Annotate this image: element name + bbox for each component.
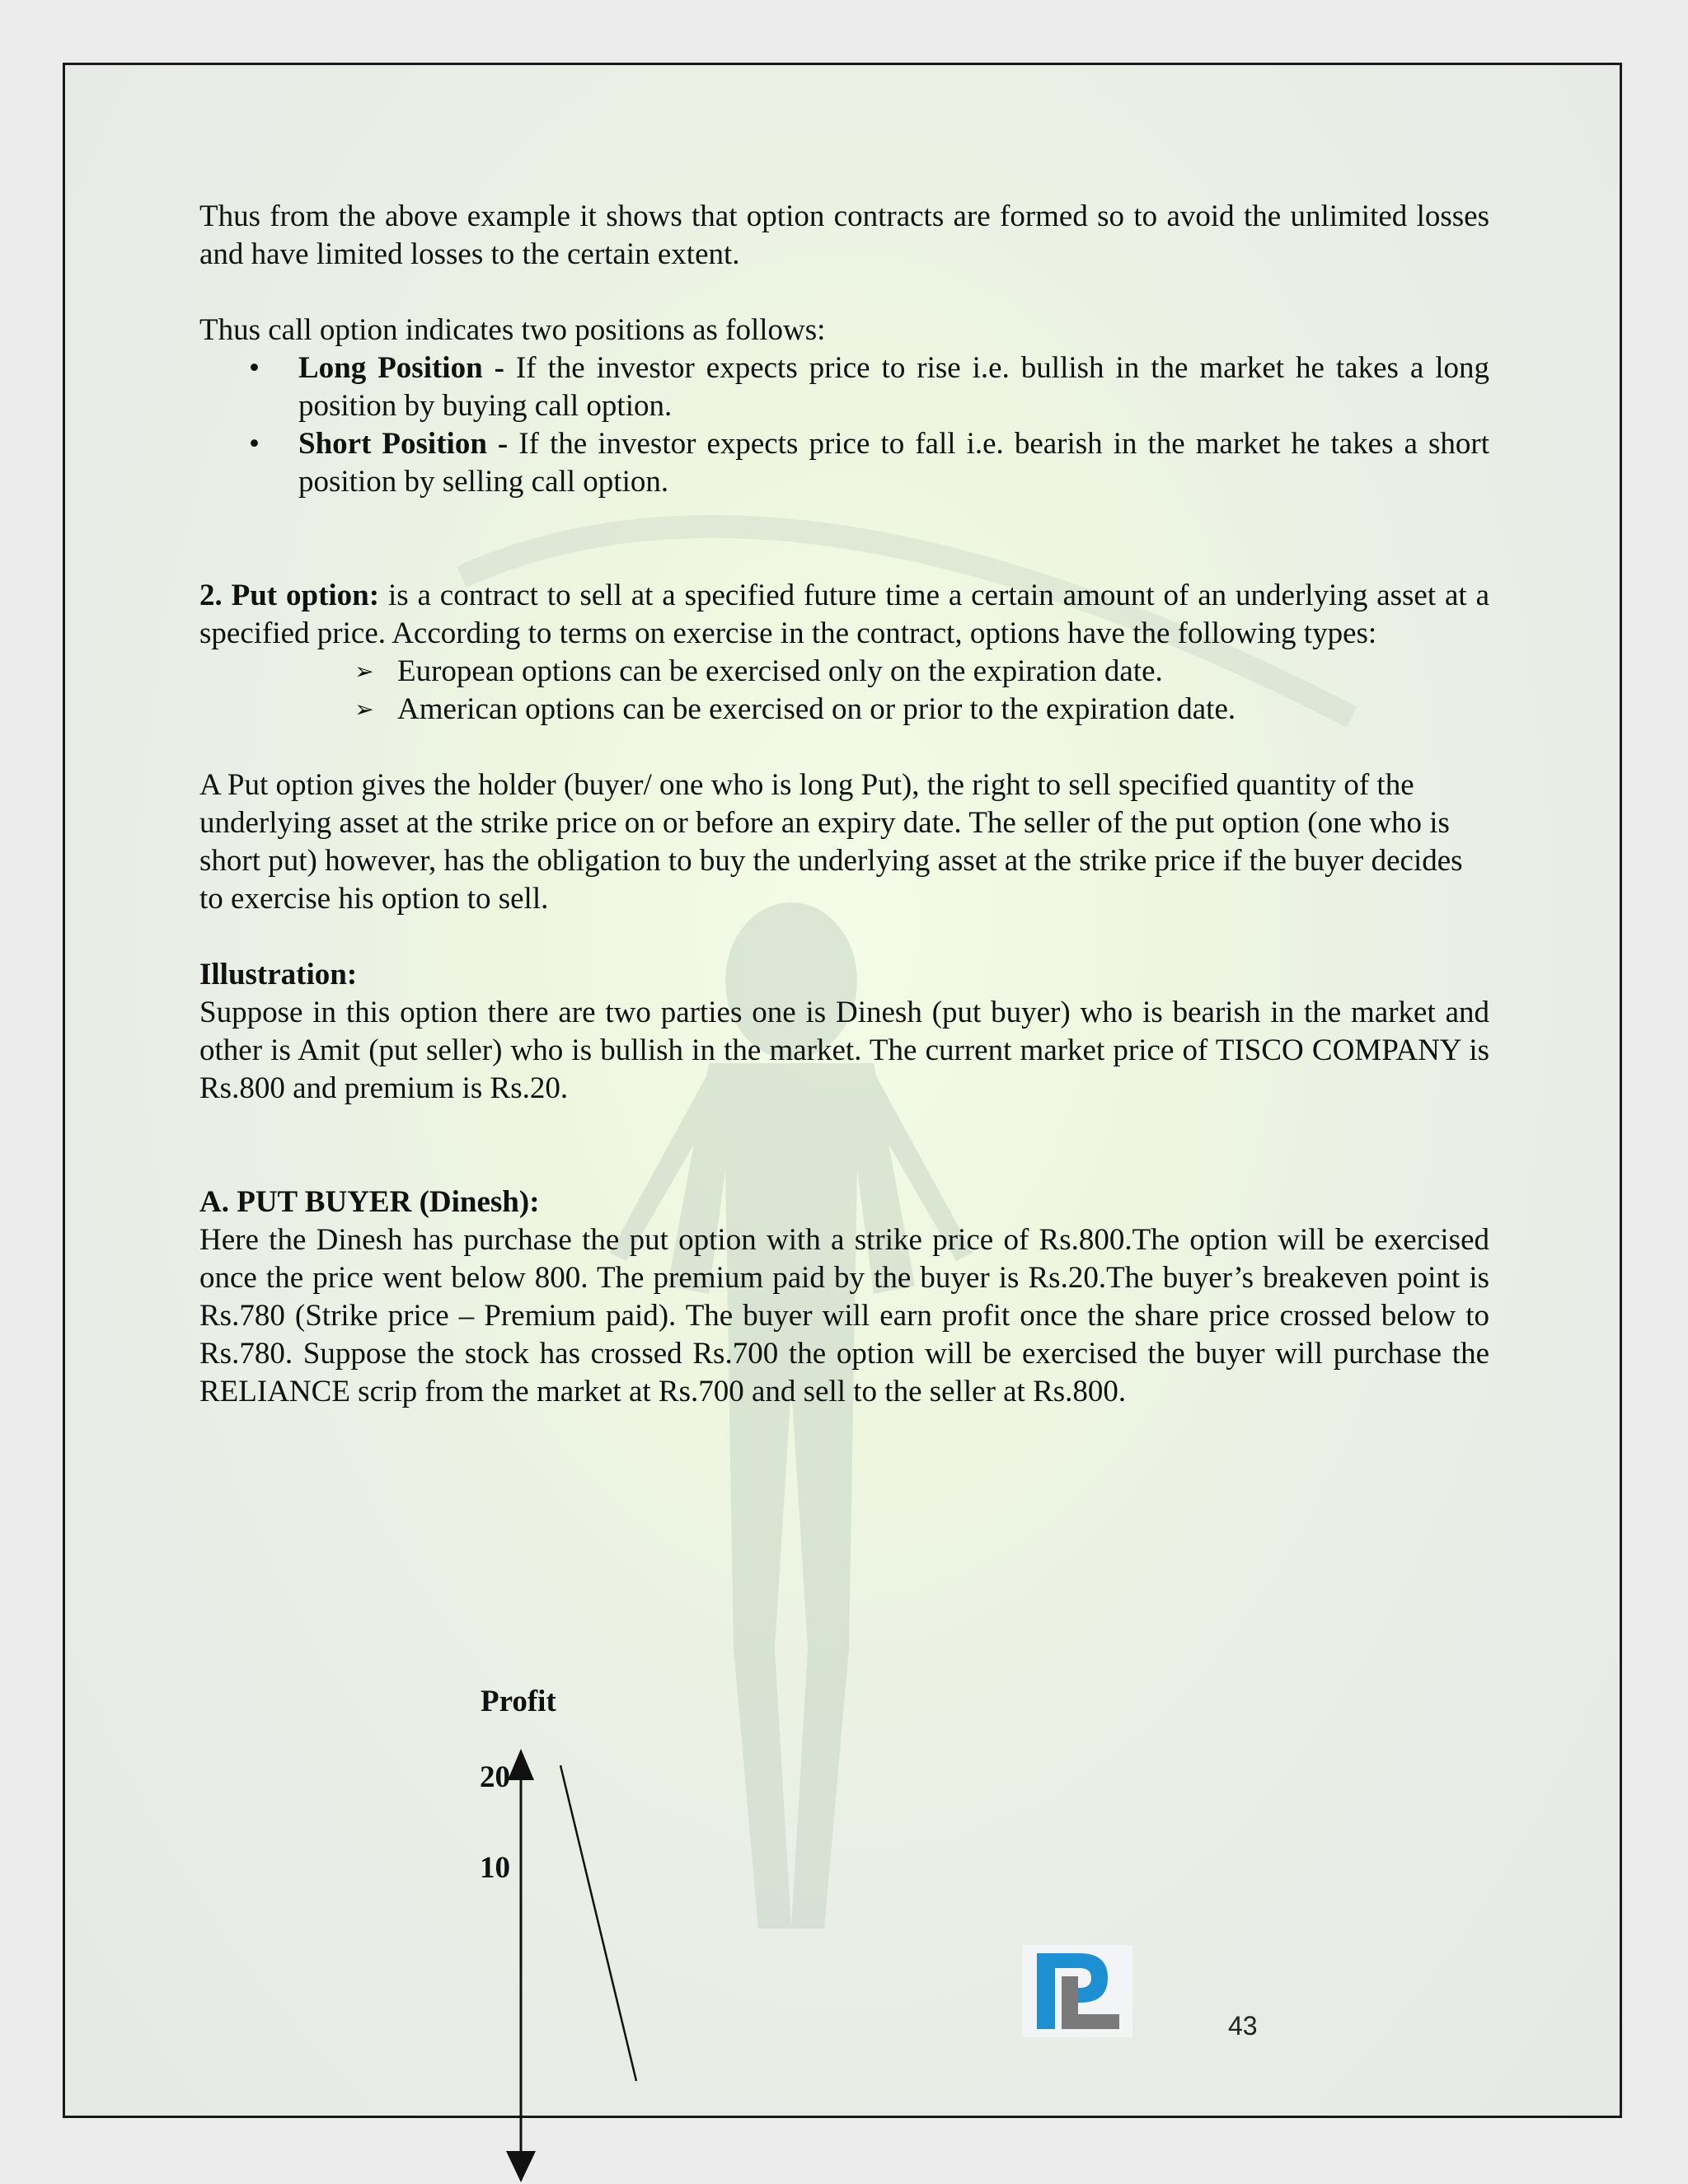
y-axis-label: Profit <box>481 1685 556 1718</box>
illustration-heading: Illustration: <box>199 958 358 991</box>
arrow-bullet-icon: ➢ <box>354 658 374 685</box>
intro-paragraph: Thus from the above example it shows that option contracts are formed so to avoid the unlimited losses and have limited losses to the certain extent. <box>199 199 1489 271</box>
long-position-text: If the investor expects price to rise i.e. bullish in the market he takes a long position by buying call option. <box>298 351 1489 423</box>
long-position-label: Long Position - <box>298 351 504 385</box>
illustration-paragraph: Suppose in this option there are two parties one is Dinesh (put buyer) who is bearish in the market and other is Amit (put seller) who is bullish in the market. The current market price of TISCO COMPANY is Rs.800 and premium is Rs.20. <box>199 996 1489 1105</box>
american-option-text: American options can be exercised on or prior to the expiration date. <box>397 692 1236 726</box>
y-tick-label: 10 <box>480 1851 510 1885</box>
put-option-label: 2. Put option: <box>199 579 380 612</box>
payoff-line <box>560 1765 636 2081</box>
short-position-text: If the investor expects price to fall i.e. bearish in the market he takes a short position by selling call option. <box>298 427 1489 499</box>
european-option-text: European options can be exercised only on the expiration date. <box>397 654 1163 688</box>
put-holder-paragraph: A Put option gives the holder (buyer/ one who is long Put), the right to sell specified quantity of the underlying asset at the strike price on or before an expiry date. The seller of the put option (one who is short put) however, has the obligation to buy the underlying asset at the strike price if the buyer decides to exercise his option to sell. <box>199 768 1463 916</box>
y-axis-down-arrow <box>506 2151 536 2182</box>
put-buyer-paragraph: Here the Dinesh has purchase the put option with a strike price of Rs.800.The option will be exercised once the price went below 800. The premium paid by the buyer is Rs.20.The buyer’s breakeven point is Rs.780 (Strike price – Premium paid). The buyer will earn profit once the share price crossed below to Rs.780. Suppose the stock has crossed Rs.700 the option will be exercised the buyer will purchase the RELIANCE scrip from the market at Rs.700 and sell to the seller at Rs.800. <box>199 1223 1489 1408</box>
call-positions-intro: Thus call option indicates two positions as follows: <box>199 313 826 347</box>
y-axis-up-arrow <box>508 1749 534 1780</box>
pl-logo <box>1022 1945 1132 2037</box>
y-tick-label: 20 <box>480 1760 510 1794</box>
put-buyer-heading: A. PUT BUYER (Dinesh): <box>199 1185 540 1219</box>
put-option-text: is a contract to sell at a specified future time a certain amount of an underlying asset at a specified price. According to terms on exercise in the contract, options have the following types: <box>199 579 1489 650</box>
page-number: 43 <box>1228 2011 1258 2041</box>
short-position-label: Short Position - <box>298 427 509 461</box>
arrow-bullet-icon: ➢ <box>354 696 374 723</box>
